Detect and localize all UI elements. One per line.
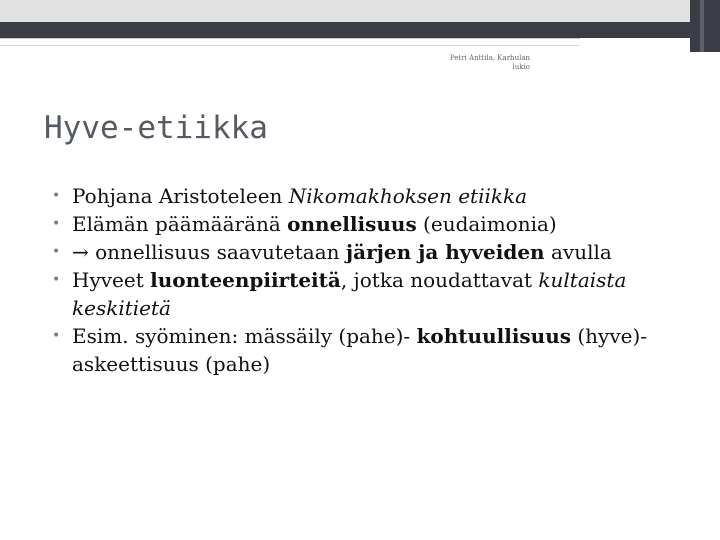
author-line-1: Petri Anttila, Karhulan [449,54,530,62]
author-line-2: lukio [512,63,530,71]
header-divider-1 [0,38,580,39]
slide-title: Hyve-etiikka [44,110,268,146]
bullet-emphasis: Nikomakhoksen etiikka [288,184,528,208]
bullet-text: (hyve)- askeettisuus (pahe) [72,324,648,376]
bullet-dot-icon: • [52,216,61,232]
bullet-text: avulla [544,240,612,264]
header-divider-2 [0,45,580,46]
bullet-text: Hyveet [72,268,151,292]
bullet-item [52,238,692,266]
bullet-emphasis: kultaista keskitietä [72,268,627,320]
bullet-text: → onnellisuus saavutetaan [72,240,346,264]
bullet-dot-icon: • [52,328,61,344]
bullet-text: , jotka noudattavat [340,268,539,292]
bullet-dot-icon: • [52,188,61,204]
author-credit [410,54,530,72]
bullet-dot-icon: • [52,244,61,260]
bullet-text: Pohjana Aristoteleen [72,184,289,208]
bullet-item [52,322,692,378]
bullet-text: Esim. syöminen: mässäily (pahe)- [72,324,417,348]
bullet-item [52,210,692,238]
bullet-dot-icon: • [52,272,61,288]
bullet-text: Elämän päämääränä [72,212,288,236]
top-band-light [0,0,690,22]
bullet-item [52,266,692,322]
bullet-item [52,182,692,210]
bullet-list [52,182,692,378]
bullet-bold: luonteenpiirteitä [150,268,341,292]
bullet-bold: onnellisuus [287,212,417,236]
bullet-bold: järjen ja hyveiden [345,240,545,264]
top-band-dark [0,22,690,38]
top-right-stripe [700,0,704,52]
bullet-text: (eudaimonia) [416,212,557,236]
bullet-bold: kohtuullisuus [416,324,572,348]
top-right-block [690,0,720,52]
